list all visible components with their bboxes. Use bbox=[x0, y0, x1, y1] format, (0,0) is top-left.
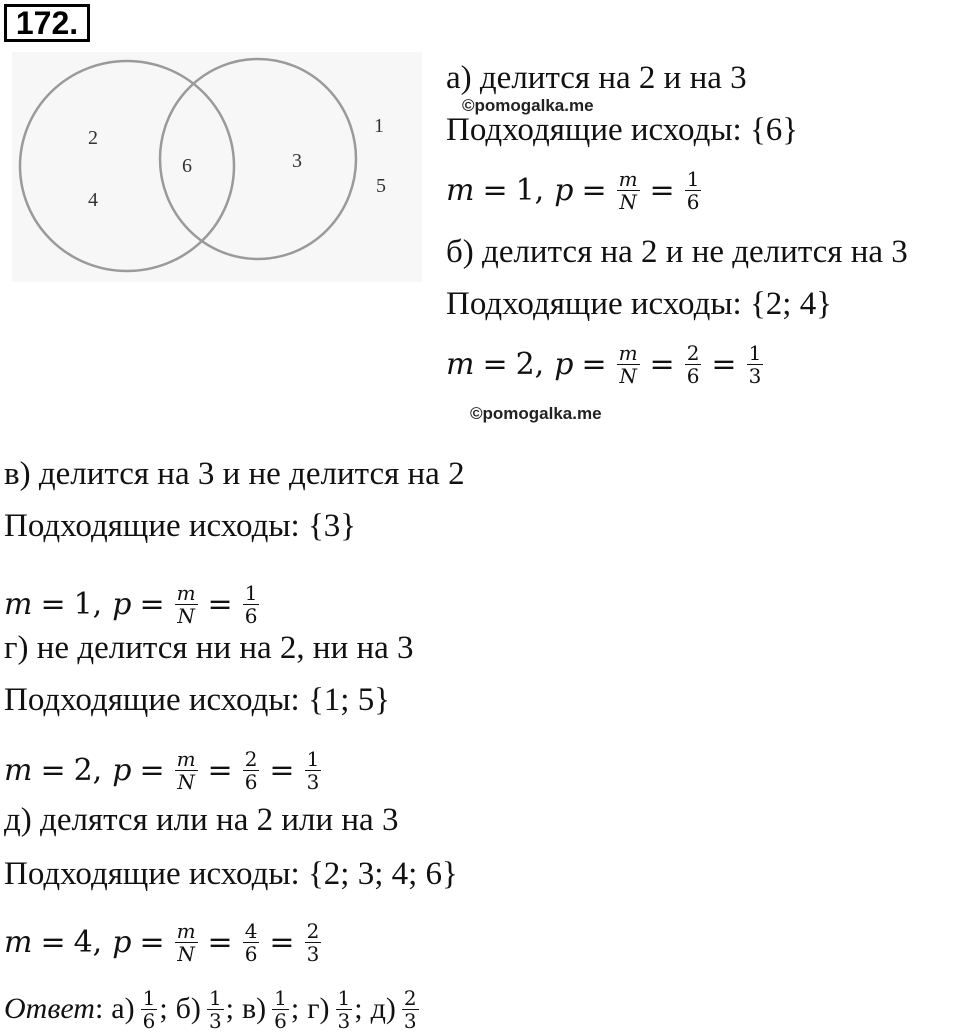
part-outcomes: Подходящие исходы: {2; 3; 4; 6} bbox=[4, 856, 458, 892]
fraction-simplified-denominator: 3 bbox=[748, 363, 762, 388]
fraction-m-over-n-denominator: N bbox=[619, 189, 637, 214]
variable-m: m bbox=[446, 172, 475, 208]
answer-fraction-denominator: 3 bbox=[208, 1008, 222, 1033]
fraction-m-over-n-numerator: m bbox=[618, 340, 638, 365]
answer-items bbox=[103, 987, 420, 1032]
equals-sign: = bbox=[207, 752, 233, 788]
variable-p: p bbox=[554, 346, 574, 382]
fraction-m-over-n-numerator: m bbox=[176, 580, 196, 605]
answer-item-prefix: б) bbox=[175, 992, 201, 1025]
variable-p: p bbox=[112, 752, 132, 788]
venn-label-3: 3 bbox=[292, 150, 302, 172]
fraction-simplified-denominator: 3 bbox=[306, 941, 320, 966]
m-value: 1, bbox=[515, 172, 545, 208]
fraction-m-over-n-numerator: m bbox=[176, 746, 196, 771]
m-value: 1, bbox=[73, 586, 103, 622]
fraction-m-over-n-numerator: m bbox=[618, 166, 638, 191]
fraction-simplified bbox=[747, 342, 764, 387]
variable-p: p bbox=[112, 586, 132, 622]
answer-colon: : bbox=[94, 992, 104, 1025]
watermark: ©pomogalka.me bbox=[470, 404, 602, 423]
fraction-result-numerator: 4 bbox=[244, 918, 258, 943]
fraction-simplified-numerator: 1 bbox=[748, 340, 762, 365]
problem-number: 172. bbox=[4, 4, 90, 42]
answer-fraction bbox=[207, 987, 224, 1032]
fraction-m-over-n-denominator: N bbox=[177, 603, 195, 628]
watermark: ©pomogalka.me bbox=[462, 96, 594, 115]
fraction-result-numerator: 1 bbox=[686, 166, 700, 191]
fraction-m-over-n bbox=[175, 748, 198, 793]
venn-label-5: 5 bbox=[376, 175, 386, 197]
equals-sign: = bbox=[581, 346, 607, 382]
part-formula bbox=[446, 334, 765, 394]
variable-m: m bbox=[4, 924, 33, 960]
part-formula bbox=[446, 160, 703, 220]
fraction-result bbox=[685, 168, 702, 213]
answer-separator: ; bbox=[159, 992, 168, 1025]
variable-m: m bbox=[4, 752, 33, 788]
fraction-m-over-n-denominator: N bbox=[177, 941, 195, 966]
answer-fraction bbox=[141, 987, 158, 1032]
part-heading: д) делятся или на 2 или на 3 bbox=[4, 802, 399, 838]
equals-sign: = bbox=[269, 924, 295, 960]
answer-fraction-numerator: 1 bbox=[337, 985, 351, 1010]
equals-sign: = bbox=[139, 752, 165, 788]
fraction-m-over-n bbox=[617, 168, 640, 213]
m-value: 2, bbox=[73, 752, 103, 788]
answer-fraction-denominator: 6 bbox=[274, 1008, 287, 1033]
fraction-m-over-n bbox=[175, 920, 198, 965]
answer-separator: ; bbox=[290, 992, 300, 1025]
answer-fraction-numerator: 1 bbox=[274, 985, 287, 1010]
part-outcomes: Подходящие исходы: {6} bbox=[446, 112, 799, 148]
part-formula bbox=[4, 912, 323, 972]
part-heading: в) делится на 3 и не делится на 2 bbox=[4, 456, 465, 492]
equals-sign: = bbox=[482, 172, 508, 208]
part-formula bbox=[4, 574, 261, 634]
answer-fraction bbox=[272, 987, 289, 1032]
variable-m: m bbox=[446, 346, 475, 382]
answer-item-prefix: д) bbox=[370, 992, 396, 1025]
venn-label-1: 1 bbox=[374, 115, 384, 137]
answer-fraction bbox=[402, 987, 419, 1032]
m-value: 2, bbox=[515, 346, 545, 382]
equals-sign: = bbox=[139, 924, 165, 960]
answer-item-prefix: г) bbox=[307, 992, 330, 1025]
fraction-result bbox=[243, 582, 260, 627]
equals-sign: = bbox=[581, 172, 607, 208]
variable-p: p bbox=[554, 172, 574, 208]
answer-item-prefix: а) bbox=[111, 992, 135, 1025]
equals-sign: = bbox=[269, 752, 295, 788]
fraction-simplified bbox=[305, 748, 322, 793]
equals-sign: = bbox=[482, 346, 508, 382]
equals-sign: = bbox=[711, 346, 737, 382]
answer-separator: ; bbox=[354, 992, 363, 1025]
equals-sign: = bbox=[139, 586, 165, 622]
part-formula bbox=[4, 740, 323, 800]
answer-fraction-denominator: 3 bbox=[403, 1008, 417, 1033]
fraction-result-numerator: 1 bbox=[244, 580, 258, 605]
venn-svg bbox=[12, 52, 422, 282]
fraction-result-denominator: 6 bbox=[686, 363, 700, 388]
fraction-result bbox=[685, 342, 702, 387]
fraction-result bbox=[243, 920, 260, 965]
fraction-result-denominator: 6 bbox=[244, 769, 258, 794]
equals-sign: = bbox=[649, 172, 675, 208]
answer-fraction-denominator: 6 bbox=[142, 1008, 156, 1033]
fraction-simplified-denominator: 3 bbox=[306, 769, 320, 794]
equals-sign: = bbox=[207, 924, 233, 960]
answer-fraction-numerator: 1 bbox=[142, 985, 156, 1010]
fraction-m-over-n bbox=[175, 582, 198, 627]
fraction-m-over-n-numerator: m bbox=[176, 918, 196, 943]
fraction-result-denominator: 6 bbox=[244, 941, 258, 966]
part-heading: а) делится на 2 и на 3 bbox=[446, 60, 747, 96]
part-heading: г) не делится ни на 2, ни на 3 bbox=[4, 630, 414, 666]
fraction-simplified bbox=[305, 920, 322, 965]
equals-sign: = bbox=[40, 586, 66, 622]
fraction-m-over-n-denominator: N bbox=[177, 769, 195, 794]
venn-label-4: 4 bbox=[88, 189, 98, 211]
answer-fraction bbox=[336, 987, 353, 1032]
answer-fraction-numerator: 1 bbox=[208, 985, 222, 1010]
venn-label-2: 2 bbox=[88, 127, 98, 149]
part-outcomes: Подходящие исходы: {2; 4} bbox=[446, 286, 833, 322]
venn-label-6: 6 bbox=[182, 155, 192, 177]
equals-sign: = bbox=[40, 924, 66, 960]
fraction-simplified-numerator: 2 bbox=[306, 918, 320, 943]
fraction-result-numerator: 2 bbox=[686, 340, 700, 365]
fraction-result bbox=[243, 748, 260, 793]
variable-m: m bbox=[4, 586, 33, 622]
answer-fraction-denominator: 3 bbox=[337, 1008, 351, 1033]
m-value: 4, bbox=[73, 924, 103, 960]
answer-line bbox=[4, 983, 421, 1035]
fraction-result-denominator: 6 bbox=[686, 189, 700, 214]
venn-diagram bbox=[12, 52, 422, 282]
part-outcomes: Подходящие исходы: {1; 5} bbox=[4, 682, 391, 718]
equals-sign: = bbox=[207, 586, 233, 622]
variable-p: p bbox=[112, 924, 132, 960]
equals-sign: = bbox=[40, 752, 66, 788]
equals-sign: = bbox=[649, 346, 675, 382]
answer-fraction-numerator: 2 bbox=[403, 985, 417, 1010]
answer-item-prefix: в) bbox=[242, 992, 267, 1025]
fraction-result-denominator: 6 bbox=[244, 603, 258, 628]
fraction-m-over-n-denominator: N bbox=[619, 363, 637, 388]
answer-label: Ответ bbox=[4, 992, 95, 1025]
answer-separator: ; bbox=[225, 992, 235, 1025]
part-heading: б) делится на 2 и не делится на 3 bbox=[446, 234, 908, 270]
fraction-simplified-numerator: 1 bbox=[306, 746, 320, 771]
fraction-result-numerator: 2 bbox=[244, 746, 258, 771]
part-outcomes: Подходящие исходы: {3} bbox=[4, 508, 357, 544]
fraction-m-over-n bbox=[617, 342, 640, 387]
